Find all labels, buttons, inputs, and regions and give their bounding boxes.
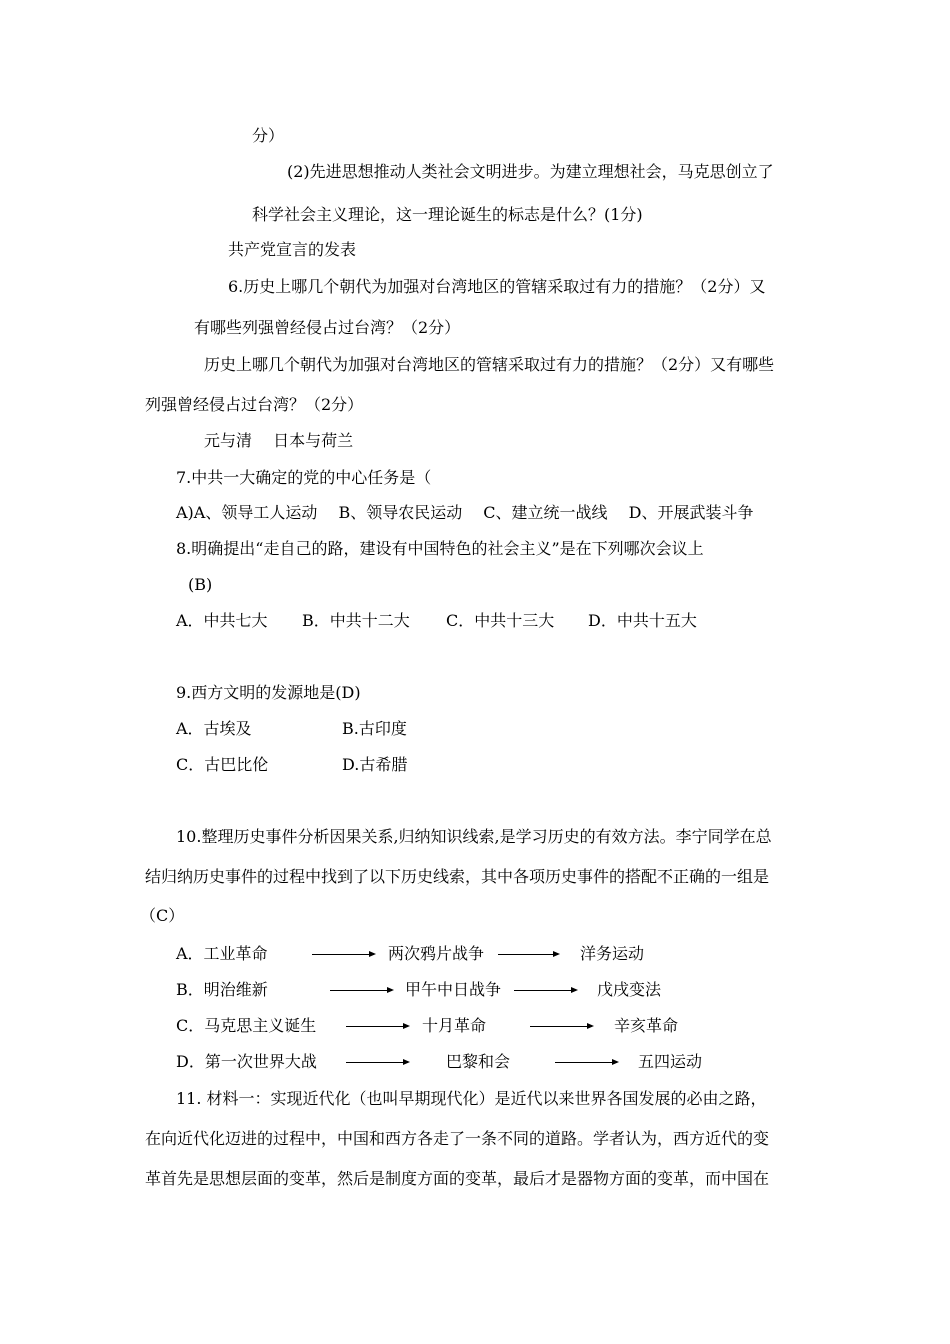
q5-sub2-line1: (2)先进思想推动人类社会文明进步。为建立理想社会，马克思创立了 (287, 162, 774, 181)
q5-continuation: 分） (252, 126, 285, 145)
q10-row-a-cause: A．工业革命 (176, 944, 268, 963)
q10-line1: 10.整理历史事件分析因果关系,归纳知识线索,是学习历史的有效方法。李宁同学在总 (176, 827, 772, 846)
arrow-icon (555, 1052, 617, 1072)
arrow-icon (498, 944, 558, 964)
q5-answer: 共产党宣言的发表 (228, 240, 357, 259)
q6-line1: 6.历史上哪几个朝代为加强对台湾地区的管辖采取过有力的措施？（2分）又 (228, 277, 766, 296)
arrow-icon (514, 980, 576, 1000)
q10-row-b-effect: 戊戌变法 (597, 980, 662, 999)
q11-line1: 11. 材料一：实现近代化（也叫早期现代化）是近代以来世界各国发展的必由之路， (176, 1089, 767, 1108)
q10-row-b-middle: 甲午中日战争 (405, 980, 502, 999)
q6-answer: 元与清 日本与荷兰 (204, 431, 354, 450)
arrow-icon (312, 944, 374, 964)
q8-stem: 8.明确提出“走自己的路，建设有中国特色的社会主义”是在下列哪次会议上 (176, 539, 704, 558)
q8-option-a: A．中共七大 (176, 611, 268, 630)
q9-option-d: D.古希腊 (342, 755, 408, 774)
q10-row-a-middle: 两次鸦片战争 (388, 944, 485, 963)
q8-option-d: D．中共十五大 (588, 611, 697, 630)
q6-line2: 有哪些列强曾经侵占过台湾？（2分） (194, 318, 461, 337)
q11-line3: 革首先是思想层面的变革，然后是制度方面的变革，最后才是器物方面的变革，而中国在 (145, 1169, 770, 1188)
q8-option-b: B．中共十二大 (302, 611, 410, 630)
arrow-icon (346, 1052, 408, 1072)
q7-stem: 7.中共一大确定的党的中心任务是（ (176, 468, 432, 487)
q10-row-b-cause: B．明治维新 (176, 980, 268, 999)
q9-option-a: A．古埃及 (176, 719, 252, 738)
q10-line2: 结归纳历史事件的过程中找到了以下历史线索，其中各项历史事件的搭配不正确的一组是 (145, 867, 770, 886)
q10-row-c-effect: 辛亥革命 (614, 1016, 679, 1035)
q10-row-d-middle: 巴黎和会 (446, 1052, 511, 1071)
q5-sub2-line2: 科学社会主义理论，这一理论诞生的标志是什么？(1分) (252, 205, 643, 224)
q10-row-a-effect: 洋务运动 (580, 944, 645, 963)
q7-options: A)A、领导工人运动 B、领导农民运动 C、建立统一战线 D、开展武装斗争 (176, 503, 754, 522)
arrow-icon (530, 1016, 592, 1036)
q6-repeat-line1: 历史上哪几个朝代为加强对台湾地区的管辖采取过有力的措施？（2分）又有哪些 (204, 355, 775, 374)
q9-stem: 9.西方文明的发源地是(D) (176, 683, 361, 702)
arrow-icon (330, 980, 392, 1000)
q9-option-c: C．古巴比伦 (176, 755, 269, 774)
q11-line2: 在向近代化迈进的过程中，中国和西方各走了一条不同的道路。学者认为，西方近代的变 (145, 1129, 770, 1148)
q8-answer: (B) (188, 575, 213, 594)
q10-answer: （C） (140, 906, 185, 925)
q6-repeat-line2: 列强曾经侵占过台湾？（2分） (145, 395, 364, 414)
q10-row-c-cause: C．马克思主义诞生 (176, 1016, 317, 1035)
q10-row-d-effect: 五四运动 (638, 1052, 703, 1071)
q8-option-c: C．中共十三大 (446, 611, 555, 630)
q10-row-d-cause: D．第一次世界大战 (176, 1052, 317, 1071)
q10-row-c-middle: 十月革命 (422, 1016, 487, 1035)
q9-option-b: B.古印度 (342, 719, 407, 738)
arrow-icon (346, 1016, 408, 1036)
